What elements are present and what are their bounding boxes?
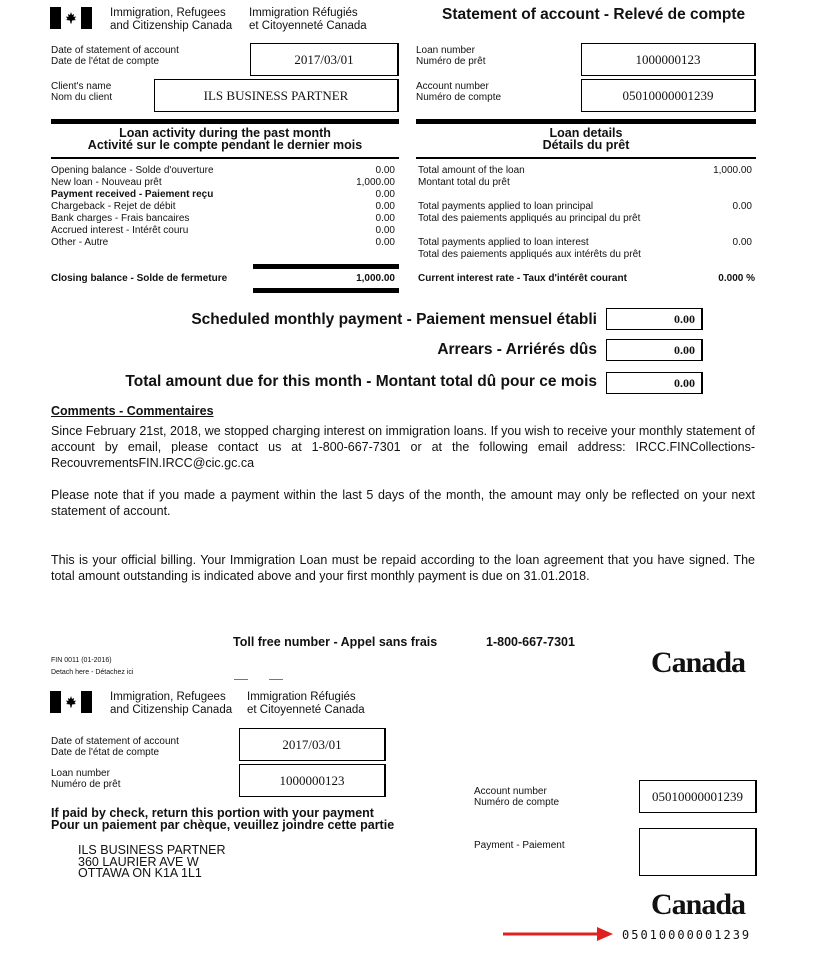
loan-number-field: 1000000123 xyxy=(581,43,756,76)
canada-flag-icon xyxy=(50,7,92,29)
comment-paragraph-3: This is your official billing. Your Immigration Loan must be repaid according to the loan agreement that you have signed. The total amount outstanding is indicated above and your first monthly payment is due on 31.01.2018. xyxy=(51,553,755,583)
activity-row: Accrued interest - Intérêt couru xyxy=(51,225,189,236)
activity-value: 1,000.00 xyxy=(356,177,395,188)
closing-balance-value: 1,000.00 xyxy=(356,273,395,284)
divider xyxy=(51,157,399,159)
check-instruction: If paid by check, return this portion with your payment Pour un paiement par chèque, veuillez joindre cette partie xyxy=(51,806,395,832)
payment-amount-field[interactable] xyxy=(639,828,757,876)
total-due-label: Total amount due for this month - Montant total dû pour ce mois xyxy=(125,373,597,390)
micr-account-number: 05010000001239 xyxy=(622,928,752,942)
detail-row: Total payments applied to loan interest Total des paiements appliqués aux intérêts du prêt xyxy=(418,237,641,260)
activity-row: Payment received - Paiement reçu xyxy=(51,189,214,200)
divider xyxy=(253,264,399,269)
department-name-fr: Immigration Réfugiés et Citoyenneté Canada xyxy=(247,691,365,716)
canada-flag-icon xyxy=(50,691,92,713)
detail-value: 1,000.00 xyxy=(713,165,752,176)
client-name-field: ILS BUSINESS PARTNER xyxy=(154,79,399,112)
department-name-fr: Immigration Réfugiés et Citoyenneté Canada xyxy=(249,7,367,32)
client-name-label: Client's name Nom du client xyxy=(51,81,113,103)
activity-value: 0.00 xyxy=(375,225,395,236)
activity-row: New loan - Nouveau prêt xyxy=(51,177,162,188)
department-name-en: Immigration, Refugees and Citizenship Canada xyxy=(110,691,233,716)
detach-line-mark xyxy=(234,679,248,680)
detail-row: Total amount of the loan Montant total du prêt xyxy=(418,165,525,188)
stub-loan-number-field: 1000000123 xyxy=(239,764,386,797)
total-due-value: 0.00 xyxy=(606,372,703,394)
activity-row: Bank charges - Frais bancaires xyxy=(51,213,190,224)
payment-label: Payment - Paiement xyxy=(474,840,565,851)
stub-loan-number-label: Loan number Numéro de prêt xyxy=(51,768,121,790)
stub-account-number-field: 05010000001239 xyxy=(639,780,757,813)
canada-wordmark: Canada xyxy=(651,888,746,921)
loan-activity-heading: Loan activity during the past month Activité sur le compte pendant le dernier mois xyxy=(87,126,363,152)
canada-wordmark: Canada xyxy=(651,646,746,679)
interest-rate-label: Current interest rate - Taux d'intérêt courant xyxy=(418,273,627,284)
statement-date-field: 2017/03/01 xyxy=(250,43,399,76)
detach-here-label: Detach here - Détachez ici xyxy=(51,669,134,676)
page-title: Statement of account - Relevé de compte xyxy=(442,6,746,23)
comments-heading: Comments - Commentaires xyxy=(51,404,214,418)
toll-free-number: 1-800-667-7301 xyxy=(486,635,575,649)
interest-rate-value: 0.000 % xyxy=(718,273,755,284)
arrears-value: 0.00 xyxy=(606,339,703,361)
activity-value: 0.00 xyxy=(375,213,395,224)
detail-row: Total payments applied to loan principal Total des paiements appliqués au principal du prêt xyxy=(418,201,641,224)
department-name-en: Immigration, Refugees and Citizenship Canada xyxy=(110,7,233,32)
divider xyxy=(416,119,756,124)
divider xyxy=(253,288,399,293)
activity-value: 0.00 xyxy=(375,237,395,248)
divider xyxy=(51,119,399,124)
comment-paragraph-2: Please note that if you made a payment within the last 5 days of the month, the amount may only be reflected on your next statement of account. xyxy=(51,488,755,518)
toll-free-label: Toll free number - Appel sans frais xyxy=(233,635,438,649)
arrears-label: Arrears - Arriérés dûs xyxy=(437,341,597,358)
account-number-label: Account number Numéro de compte xyxy=(416,81,502,103)
detach-line-mark xyxy=(269,679,283,680)
comment-paragraph-1: Since February 21st, 2018, we stopped charging interest on immigration loans. If you wish to receive your monthly statement of account by email, please contact us at 1-800-667-7301 or at the following email address: IRCC.FINCollections-RecouvrementsFIN.IRCC@cic.gc.ca xyxy=(51,424,755,470)
activity-value: 0.00 xyxy=(375,165,395,176)
activity-value: 0.00 xyxy=(375,189,395,200)
divider xyxy=(416,157,756,159)
loan-number-label: Loan number Numéro de prêt xyxy=(416,45,486,67)
date-label: Date of statement of account Date de l'état de compte xyxy=(51,45,179,67)
activity-value: 0.00 xyxy=(375,201,395,212)
activity-row: Chargeback - Rejet de débit xyxy=(51,201,176,212)
stub-account-number-label: Account number Numéro de compte xyxy=(474,786,560,808)
detail-value: 0.00 xyxy=(732,201,752,212)
scheduled-payment-value: 0.00 xyxy=(606,308,703,330)
closing-balance-label: Closing balance - Solde de fermeture xyxy=(51,273,228,284)
loan-details-heading: Loan details Détails du prêt xyxy=(542,126,630,152)
detail-value: 0.00 xyxy=(732,237,752,248)
mailing-address: ILS BUSINESS PARTNER 360 LAURIER AVE W OTTAWA ON K1A 1L1 xyxy=(78,843,226,880)
stub-date-field: 2017/03/01 xyxy=(239,728,386,761)
activity-row: Other - Autre xyxy=(51,237,109,248)
form-code: FIN 0011 (01-2016) xyxy=(51,657,112,664)
stub-date-label: Date of statement of account Date de l'état de compte xyxy=(51,736,179,758)
red-arrow-icon xyxy=(503,925,615,948)
account-number-field: 05010000001239 xyxy=(581,79,756,112)
activity-row: Opening balance - Solde d'ouverture xyxy=(51,165,214,176)
scheduled-payment-label: Scheduled monthly payment - Paiement mensuel établi xyxy=(191,311,597,328)
